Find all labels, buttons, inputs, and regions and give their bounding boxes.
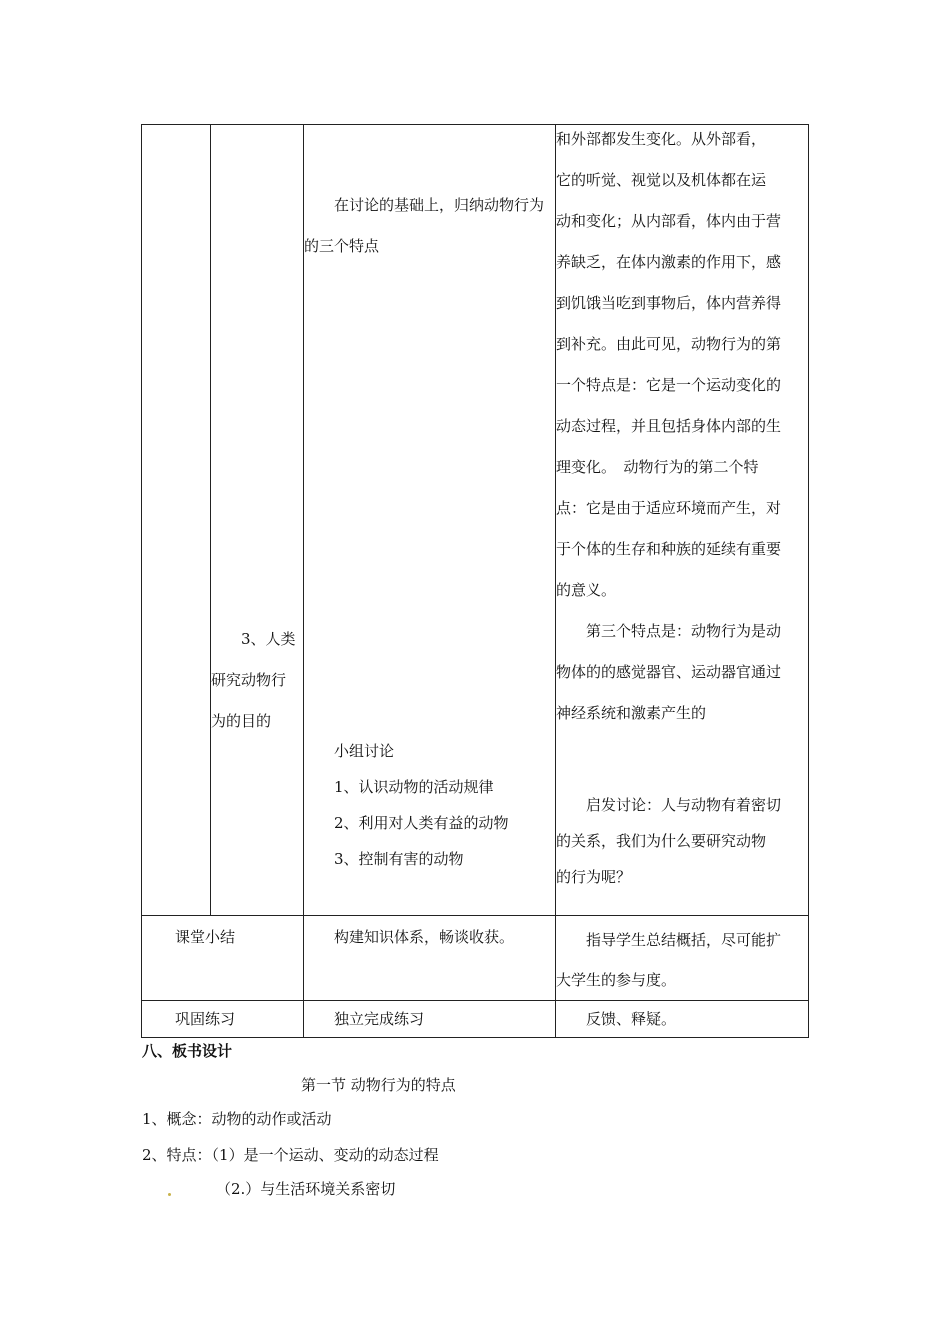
practice-student: 独立完成练习 — [334, 1010, 425, 1028]
cell-col4-main — [556, 125, 809, 916]
cell-summary-label — [142, 916, 304, 1001]
summary-label: 课堂小结 — [175, 928, 236, 946]
cell-summary-student — [304, 916, 556, 1001]
summary-teacher-line: 大学生的参与度。 — [556, 971, 677, 989]
col4-line: 动和变化；从内部看，体内由于营 — [556, 212, 782, 230]
col3-intro: 在讨论的基础上，归纳动物行为的三个特点 — [304, 196, 545, 255]
col4-line: 养缺乏，在体内激素的作用下，感 — [556, 253, 782, 271]
cell-practice-label — [142, 1001, 304, 1038]
col4-line: 理变化。 动物行为的第二个特 — [556, 458, 759, 476]
practice-teacher: 反馈、释疑。 — [586, 1010, 677, 1028]
col4-line: 的意义。 — [556, 581, 617, 599]
cell-summary-teacher — [556, 916, 809, 1001]
table-row-main — [142, 125, 809, 916]
cell-col1-main — [142, 125, 211, 916]
board-heading: 八、板书设计 — [142, 1042, 233, 1060]
cell-practice-student — [304, 1001, 556, 1038]
mark-dot — [168, 1193, 171, 1196]
col4-line: 第三个特点是：动物行为是动 — [586, 622, 782, 640]
col4-line: 它的听觉、视觉以及机体都在运 — [556, 171, 767, 189]
col2-line: 为的目的 — [211, 712, 272, 730]
practice-label: 巩固练习 — [175, 1010, 236, 1028]
col2-line: 3、人类 — [241, 630, 296, 648]
col3-item: 2、利用对人类有益的动物 — [334, 814, 509, 832]
col4-line: 神经系统和激素产生的 — [556, 704, 707, 722]
table-row-summary — [142, 916, 809, 1001]
col4-line: 的关系，我们为什么要研究动物 — [556, 832, 767, 850]
col4-line: 动态过程，并且包括身体内部的生 — [556, 417, 782, 435]
col4-line: 到饥饿当吃到事物后，体内营养得 — [556, 294, 782, 312]
col4-line: 物体的的感觉器官、运动器官通过 — [556, 663, 782, 681]
lesson-table — [141, 124, 809, 1038]
col3-item: 1、认识动物的活动规律 — [334, 778, 494, 796]
col4-line: 和外部都发生变化。从外部看， — [556, 130, 767, 148]
summary-teacher-line: 指导学生总结概括，尽可能扩 — [586, 931, 782, 949]
col4-line: 的行为呢？ — [556, 868, 632, 886]
board-title: 第一节 动物行为的特点 — [301, 1076, 456, 1094]
cell-col2-main — [211, 125, 304, 916]
col3-item: 3、控制有害的动物 — [334, 850, 464, 868]
col4-line: 启发讨论：人与动物有着密切 — [586, 796, 782, 814]
cell-col3-main — [304, 125, 556, 916]
col3-group-title: 小组讨论 — [334, 742, 395, 760]
col2-line: 研究动物行 — [211, 671, 287, 689]
cell-practice-teacher — [556, 1001, 809, 1038]
col4-line: 到补充。由此可见，动物行为的第 — [556, 335, 782, 353]
board-line-3: （2.）与生活环境关系密切 — [216, 1180, 396, 1198]
table-row-practice — [142, 1001, 809, 1038]
col4-line: 一个特点是：它是一个运动变化的 — [556, 376, 782, 394]
col4-line: 于个体的生存和种族的延续有重要 — [556, 540, 782, 558]
board-line-2: 2、特点：（1）是一个运动、变动的动态过程 — [142, 1146, 439, 1164]
summary-student: 构建知识体系，畅谈收获。 — [334, 928, 515, 946]
board-line-1: 1、概念：动物的动作或活动 — [142, 1110, 332, 1128]
col4-line: 点：它是由于适应环境而产生，对 — [556, 499, 782, 517]
